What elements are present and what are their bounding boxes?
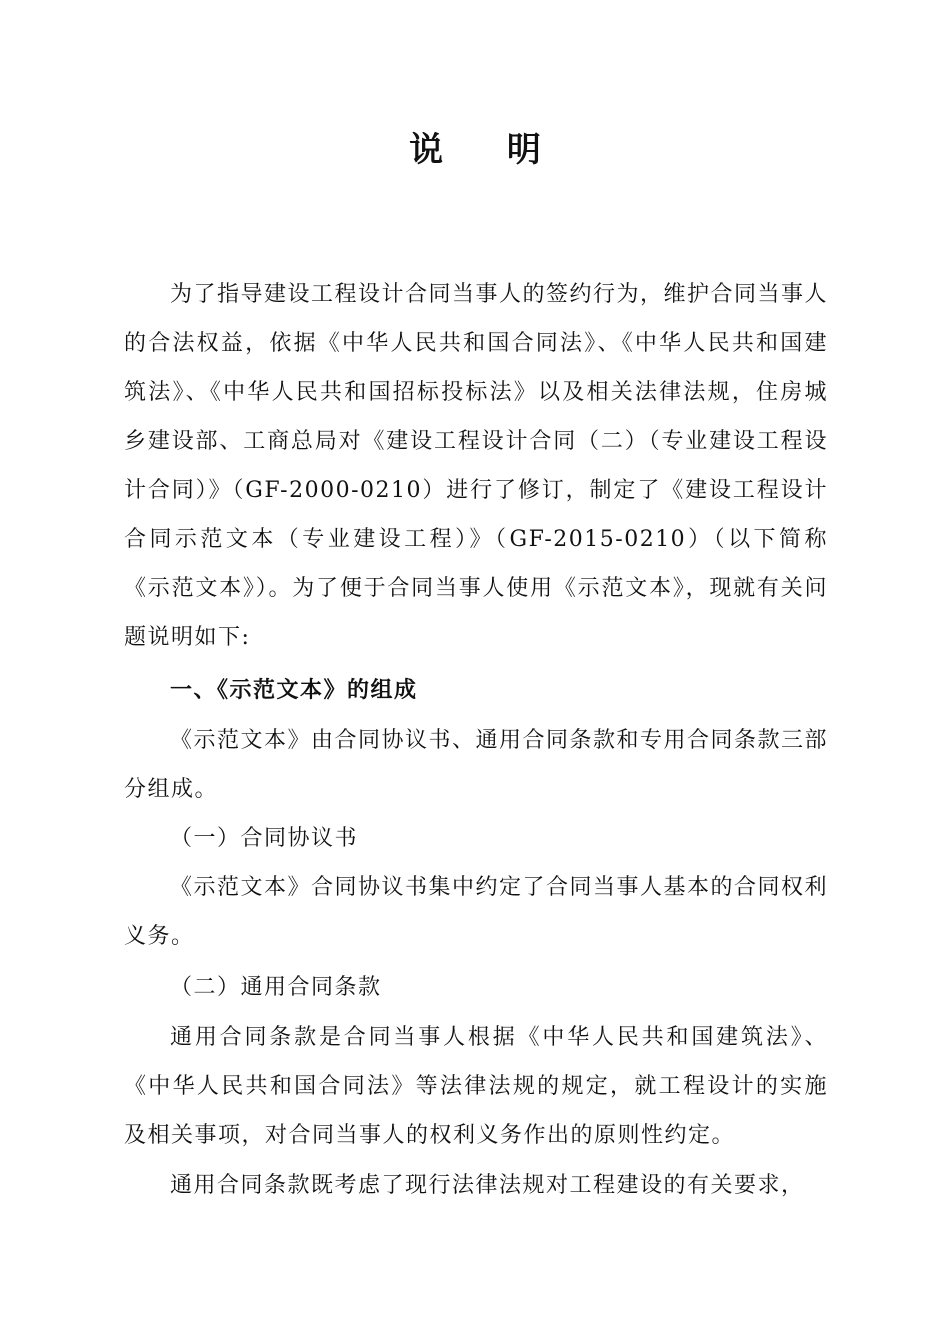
page-title: 说 明: [409, 130, 567, 170]
sub-heading-agreement: （一）合同协议书: [170, 826, 359, 851]
composition-paragraph: 《示范文本》由合同协议书、通用合同条款和专用合同条款三部分组成。: [124, 728, 829, 802]
section-heading-composition: 一、《示范文本》的组成: [170, 677, 418, 703]
agreement-paragraph: 《示范文本》合同协议书集中约定了合同当事人基本的合同权利义务。: [124, 875, 829, 949]
general-terms-paragraph-continued: 通用合同条款既考虑了现行法律法规对工程建设的有关要求，: [170, 1173, 805, 1198]
sub-heading-general-terms: （二）通用合同条款: [170, 975, 382, 1000]
general-terms-paragraph: 通用合同条款是合同当事人根据《中华人民共和国建筑法》、《中华人民共和国合同法》等法律法规的规定，就工程设计的实施及相关事项，对合同当事人的权利义务作出的原则性约定。: [124, 1025, 828, 1148]
intro-paragraph: 为了指导建设工程设计合同当事人的签约行为，维护合同当事人的合法权益，依据《中华人民共和国合同法》、《中华人民共和国建筑法》、《中华人民共和国招标投标法》以及相关法律法规，住房城乡建设部、工商总局对《建设工程设计合同（二）（专业建设工程设计合同）》（GF-2000-0210）进行了修订，制定了《建设工程设计合同示范文本（专业建设工程）》（GF-2015-0210）（以下简称《示范文本》）。为了便于合同当事人使用《示范文本》，现就有关问题说明如下:: [124, 282, 829, 650]
